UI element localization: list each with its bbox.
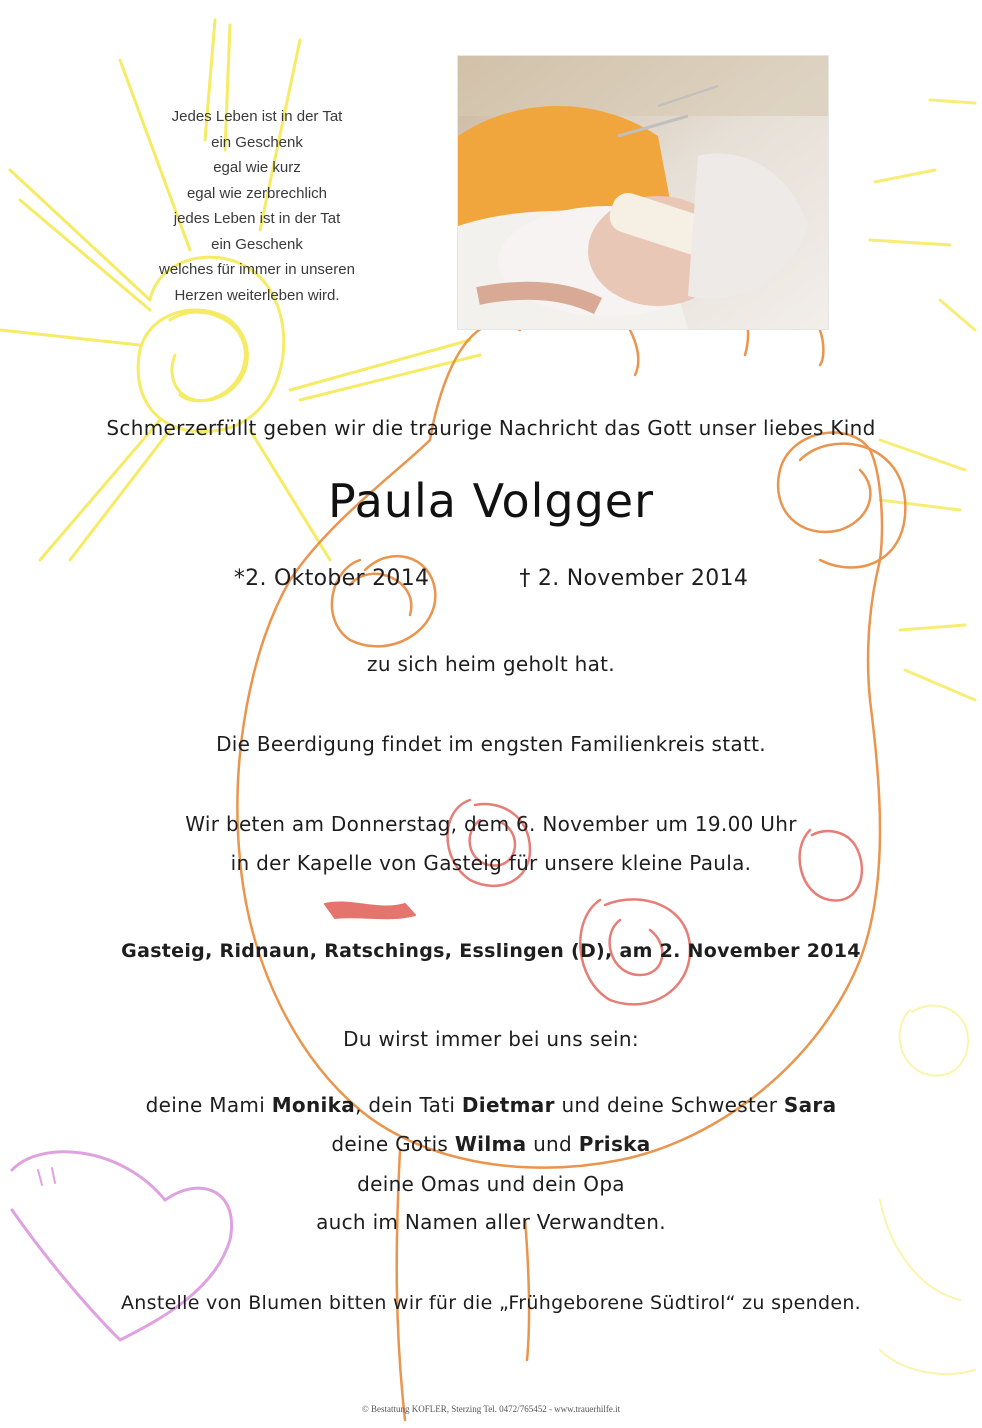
right-rays-drawing	[870, 100, 975, 700]
family-name-wilma: Wilma	[454, 1132, 527, 1156]
death-date: † 2. November 2014	[519, 566, 749, 591]
prayer-text-line-1: Wir beten am Donnerstag, dem 6. November um 19.00 Uhr	[185, 812, 797, 836]
poem-line: egal wie kurz	[213, 159, 301, 176]
family-line-1	[0, 1093, 982, 1117]
poem-line: ein Geschenk	[211, 133, 303, 151]
family-text: und deine Schwester	[554, 1093, 784, 1117]
footer-credit: © Bestattung KOFLER, Sterzing Tel. 0472/765452 - www.trauerhilfe.it	[361, 1404, 621, 1414]
poem	[112, 104, 402, 308]
poem-line: Jedes Leben ist in der Tat	[171, 108, 343, 125]
prayer-text-line-2: in der Kapelle von Gasteig für unsere kleine Paula.	[230, 851, 752, 875]
birth-date: *2. Oktober 2014	[233, 566, 430, 591]
family-name-sara: Sara	[783, 1093, 837, 1117]
place-date: Gasteig, Ridnaun, Ratschings, Esslingen (D), am 2. November 2014	[121, 940, 861, 962]
dates-row	[0, 566, 982, 591]
poem-line: jedes Leben ist in der Tat	[173, 210, 341, 227]
mouth-drawing	[325, 902, 415, 918]
family-name-priska: Priska	[578, 1132, 651, 1156]
family-text: , dein Tati	[355, 1093, 462, 1117]
poem-line: welches für immer in unseren	[159, 261, 355, 278]
poem-line: egal wie zerbrechlich	[186, 184, 328, 202]
taken-home-text: zu sich heim geholt hat.	[367, 652, 615, 676]
family-line-3: deine Omas und dein Opa	[357, 1172, 625, 1196]
baby-photo	[457, 55, 829, 330]
family-name-dietmar: Dietmar	[461, 1093, 555, 1117]
family-line-4: auch im Namen aller Verwandten.	[316, 1210, 666, 1234]
family-line-2	[0, 1132, 982, 1156]
poem-line: Herzen weiterleben wird.	[174, 286, 340, 304]
funeral-text: Die Beerdigung findet im engsten Familienkreis statt.	[216, 732, 766, 756]
deceased-name: Paula Volgger	[327, 474, 655, 528]
always-with-us-text: Du wirst immer bei uns sein:	[343, 1027, 639, 1051]
donation-text: Anstelle von Blumen bitten wir für die „Frühgeborene Südtirol“ zu spenden.	[120, 1292, 862, 1314]
poem-line: ein Geschenk	[211, 235, 303, 253]
family-text: deine Mami	[145, 1093, 272, 1117]
family-text: deine Gotis	[331, 1132, 455, 1156]
family-text: und	[526, 1132, 579, 1156]
family-name-monika: Monika	[271, 1093, 356, 1117]
intro-text: Schmerzerfüllt geben wir die traurige Nachricht das Gott unser liebes Kind	[106, 416, 876, 440]
